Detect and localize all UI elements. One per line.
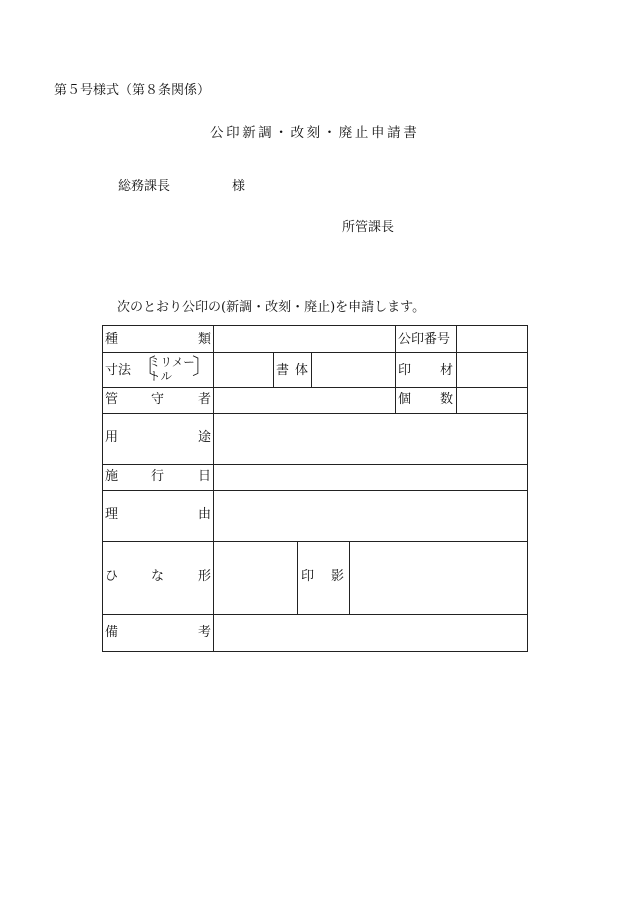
column-divider bbox=[297, 541, 298, 614]
label-size: 寸法 bbox=[105, 363, 132, 378]
label-purpose-2: 途 bbox=[198, 430, 212, 445]
row-divider bbox=[103, 490, 527, 491]
label-seal-number: 公印番号 bbox=[398, 332, 451, 347]
label-typeface-1: 書 bbox=[276, 363, 290, 378]
label-count-2: 数 bbox=[440, 392, 454, 407]
label-template-3: 形 bbox=[198, 569, 212, 584]
label-type-2: 類 bbox=[198, 332, 212, 347]
label-custodian-1: 管 bbox=[105, 392, 119, 407]
label-reason-2: 由 bbox=[198, 507, 212, 522]
column-divider bbox=[273, 352, 274, 387]
label-effective-date-3: 日 bbox=[198, 469, 212, 484]
row-divider bbox=[103, 614, 527, 615]
label-effective-date-2: 行 bbox=[151, 469, 165, 484]
row-divider bbox=[103, 387, 527, 388]
label-impression-1: 印 bbox=[301, 569, 315, 584]
label-custodian-2: 守 bbox=[151, 392, 165, 407]
label-count-1: 個 bbox=[398, 392, 412, 407]
row-divider bbox=[103, 541, 527, 542]
column-divider bbox=[395, 326, 396, 413]
bracket-open: 〔 bbox=[134, 355, 157, 380]
label-reason-1: 理 bbox=[105, 507, 119, 522]
column-divider bbox=[311, 352, 312, 387]
row-divider bbox=[103, 352, 527, 353]
form-title: 公印新調・改刻・廃止申請書 bbox=[210, 125, 420, 141]
row-divider bbox=[103, 464, 527, 465]
addressee-honorific: 様 bbox=[232, 179, 246, 194]
size-unit-line2: トル bbox=[149, 369, 172, 383]
size-unit-line1: ミリメー bbox=[149, 355, 195, 369]
label-effective-date-1: 施 bbox=[105, 469, 119, 484]
bracket-close: 〕 bbox=[192, 355, 215, 380]
label-type-1: 種 bbox=[105, 332, 119, 347]
label-typeface-2: 体 bbox=[295, 363, 309, 378]
label-template-2: な bbox=[151, 569, 165, 584]
label-remarks-1: 備 bbox=[105, 625, 119, 640]
form-number: 第５号様式（第８条関係） bbox=[54, 83, 211, 98]
row-divider bbox=[103, 413, 527, 414]
addressee-name: 総務課長 bbox=[118, 179, 171, 194]
label-template-1: ひ bbox=[105, 569, 119, 584]
label-impression-2: 影 bbox=[331, 569, 345, 584]
application-statement: 次のとおり公印の(新調・改刻・廃止)を申請します。 bbox=[117, 300, 426, 315]
column-divider bbox=[349, 541, 350, 614]
label-purpose-1: 用 bbox=[105, 430, 119, 445]
label-custodian-3: 者 bbox=[198, 392, 212, 407]
label-remarks-2: 考 bbox=[198, 625, 212, 640]
label-material-1: 印 bbox=[398, 363, 412, 378]
column-divider bbox=[456, 326, 457, 413]
application-table bbox=[102, 325, 528, 652]
applicant-label: 所管課長 bbox=[342, 220, 395, 235]
label-material-2: 材 bbox=[440, 363, 454, 378]
